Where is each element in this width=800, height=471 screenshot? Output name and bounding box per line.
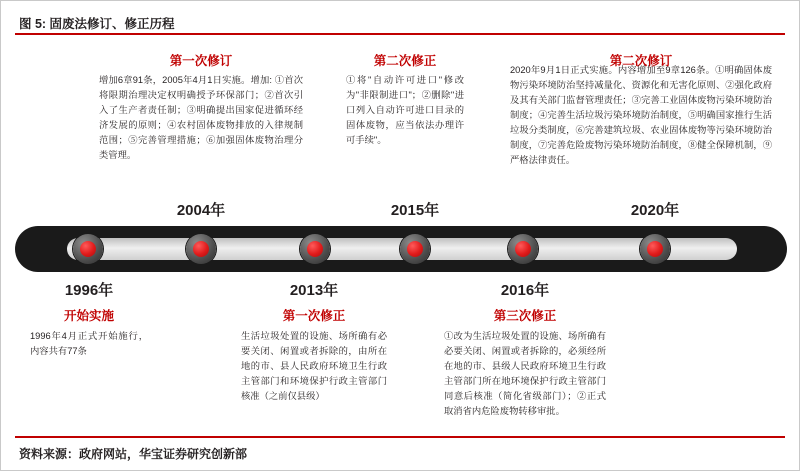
revision-heading-2020: 第二次修订 xyxy=(609,54,673,68)
revision-body-2020: 2020年9月1日正式实施。内容增加至9章126条。①明确固体废物污染环境防治坚持减量化、资源化和无害化原则、②强化政府及其有关部门监督管理责任；③完善工业固体废物污染环境防治制度；④完善生活垃圾污染环境防治制度，⑤明确国家推行生活垃圾分类制度，⑥完善建筑垃圾、农业固体废物等污染环境防治制度，⑦完善危险废物污染环境防治制度，⑧健全保障机制，⑨严格法律责任。 xyxy=(510,65,772,165)
revision-body-2015: ①将"自动许可进口"修改为"非限制进口"；②删除"进口列入自动许可进口目录的固体废物，应当依法办理许可手续"。 xyxy=(346,75,464,145)
timeline-node-1996[interactable] xyxy=(73,234,103,264)
source-note: 资料来源：政府网站，华宝证券研究创新部 xyxy=(19,447,248,461)
page-title: 图 5: 固废法修订、修正历程 xyxy=(19,17,175,31)
revision-body-2004: 增加6章91条，2005年4月1日实施。增加: ①首次将限期治理决定权明确授予环保部门；②首次引入了生产者责任制；③明确提出国家促进循环经济发展的原则；④农村固体废物排放的入律规制范围；⑤完善管理措施；⑥加强固体废物治理分类管理。 xyxy=(99,75,303,160)
year-label-2015: 2015年 xyxy=(390,202,440,219)
timeline-node-2020[interactable] xyxy=(640,234,670,264)
year-label-2013: 2013年 xyxy=(289,282,339,299)
year-label-2004: 2004年 xyxy=(176,202,226,219)
figure-title-bar xyxy=(19,11,781,35)
timeline-bar xyxy=(15,226,787,272)
revision-body-2013: 生活垃圾处置的设施、场所确有必要关闭、闲置或者拆除的，由所在地的市、县人民政府环境卫生行政主管部门和环境保护行政主管部门核准（之前仅县级） xyxy=(241,331,387,401)
year-label-1996: 1996年 xyxy=(64,282,114,299)
start-body-1996: 1996年4月正式开始施行，内容共有77条 xyxy=(30,331,148,356)
timeline-node-2013[interactable] xyxy=(300,234,330,264)
timeline-node-2015[interactable] xyxy=(400,234,430,264)
year-label-2020: 2020年 xyxy=(630,202,680,219)
footer-divider xyxy=(15,436,785,438)
revision-heading-2015: 第二次修正 xyxy=(373,54,437,68)
revision-body-2016: ①改为生活垃圾处置的设施、场所确有必要关闭、闲置或者拆除的，必须经所在地的市、县级人民政府环境卫生行政主管部门所在地环境保护行政主管部门同意后核准（简化省级部门）；②正式取消省内危险废物转移审批。 xyxy=(444,331,606,416)
revision-heading-2013: 第一次修正 xyxy=(282,309,346,323)
timeline-node-2016[interactable] xyxy=(508,234,538,264)
revision-heading-2004: 第一次修订 xyxy=(169,54,233,68)
timeline-node-2004[interactable] xyxy=(186,234,216,264)
year-label-2016: 2016年 xyxy=(500,282,550,299)
title-divider xyxy=(15,33,785,35)
start-heading-1996: 开始实施 xyxy=(63,309,115,323)
revision-heading-2016: 第三次修正 xyxy=(493,309,557,323)
